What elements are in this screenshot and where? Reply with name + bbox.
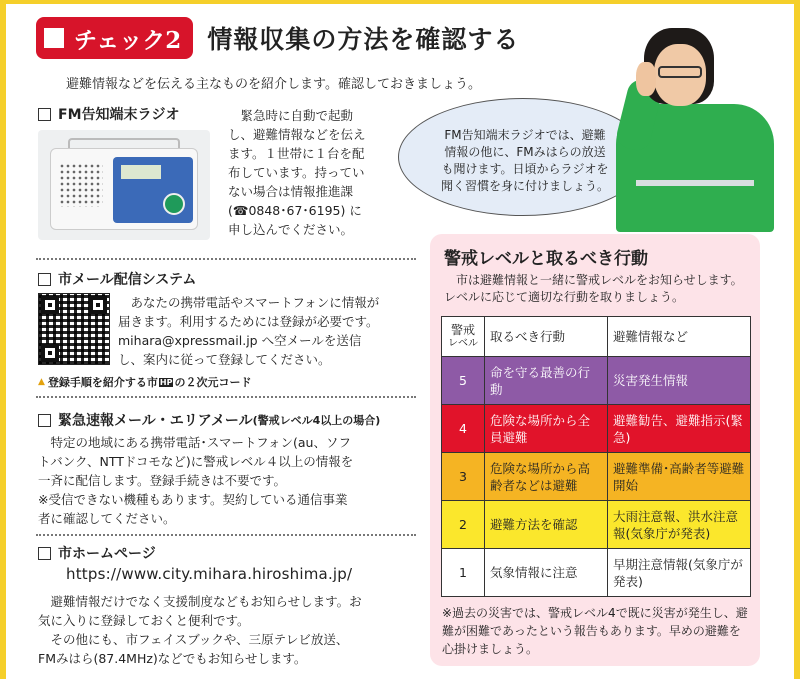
- bubble-line: 聞く習慣を身に付けましょう。: [440, 179, 609, 193]
- fm-radio-title: FM告知端末ラジオ: [58, 107, 180, 123]
- level-action: 気象情報に注意: [485, 549, 608, 597]
- emergency-title-note: (警戒レベル4以上の場合): [252, 414, 381, 427]
- bubble-line: 情報の他に、FMみはらの放送: [444, 145, 606, 159]
- knob-icon: [163, 193, 185, 215]
- emergency-line: 特定の地域にある携帯電話･スマートフォン(au、ソフ: [50, 435, 351, 450]
- divider: [36, 258, 416, 260]
- bubble-line: も聞けます。日頃からラジオを: [441, 162, 609, 176]
- fm-radio-line: ない場合は情報推進課: [228, 184, 354, 199]
- warning-level-note: ※過去の災害では、警戒レベル4で既に災害が発生し、避難が困難であったという報告もあります。早めの避難を心掛けましょう。: [442, 606, 748, 656]
- emergency-heading: [38, 410, 380, 430]
- homepage-title: 市ホームページ: [58, 546, 156, 562]
- table-row: [442, 549, 751, 597]
- table-row: [442, 405, 751, 453]
- homepage-text: [38, 592, 420, 668]
- level-number: 5: [442, 357, 485, 405]
- homepage-heading: [38, 543, 156, 563]
- warning-level-title: 警戒レベルと取るべき行動: [444, 249, 648, 269]
- page-title: 情報収集の方法を確認する: [207, 25, 520, 54]
- glasses-icon: [658, 66, 702, 78]
- speaker-icon: [59, 163, 103, 207]
- level-action: 命を守る最善の行動: [485, 357, 608, 405]
- divider: [36, 534, 416, 536]
- intro-text: 避難情報などを伝える主なものを紹介します。確認しておきましょう。: [66, 77, 481, 92]
- fm-radio-line: ます。１世帯に１台を配: [228, 146, 365, 161]
- section-header: [36, 16, 519, 60]
- fm-radio-line: し、避難情報などを伝え: [228, 127, 366, 142]
- emergency-title: 緊急速報メール・エリアメール: [58, 413, 253, 429]
- table-header-row: [442, 317, 751, 357]
- mail-line: し、案内に従って登録してください。: [118, 352, 331, 367]
- level-info: 早期注意情報(気象庁が発表): [608, 549, 751, 597]
- table-row: [442, 453, 751, 501]
- level-info: 避難勧告、避難指示(緊急): [608, 405, 751, 453]
- mail-line: あなたの携帯電話やスマートフォンに情報が: [130, 295, 380, 310]
- level-number: 4: [442, 405, 485, 453]
- level-info: 大雨注意報、洪水注意報(気象庁が発表): [608, 501, 751, 549]
- level-info: 避難準備･高齢者等避難開始: [608, 453, 751, 501]
- homepage-line: 避難情報だけでなく支援制度などもお知らせします。お: [50, 594, 362, 609]
- qr-code[interactable]: [38, 293, 110, 365]
- hp-mark: HP: [159, 377, 173, 387]
- qr-note: [38, 374, 251, 390]
- checkbox-icon: [38, 547, 51, 560]
- checkbox-icon: [38, 414, 51, 427]
- mail-text: [118, 293, 414, 369]
- mail-line: 届きます。利用するためには登録が必要です。: [118, 314, 379, 329]
- fm-radio-line: (☎0848･67･6195) に: [228, 203, 362, 218]
- level-action: 危険な場所から全員避難: [485, 405, 608, 453]
- triangle-up-icon: ▲: [38, 377, 45, 387]
- emergency-text: [38, 433, 418, 528]
- level-action: 危険な場所から高齢者などは避難: [485, 453, 608, 501]
- warning-level-table: [441, 316, 751, 597]
- checkbox-icon: [38, 273, 51, 286]
- homepage-line: その他にも、市フェイスブックや、三原テレビ放送、: [50, 632, 349, 647]
- level-number: 1: [442, 549, 485, 597]
- mail-line: mihara@xpressmail.jp へ空メールを送信: [118, 333, 362, 348]
- level-header-line: 警戒: [450, 322, 475, 337]
- fm-radio-heading: [38, 104, 180, 124]
- qr-note-text: 登録手順を紹介する市: [47, 376, 158, 389]
- speech-bubble-text: [425, 127, 625, 195]
- level-action: 避難方法を確認: [485, 501, 608, 549]
- level-number: 2: [442, 501, 485, 549]
- level-info: 災害発生情報: [608, 357, 751, 405]
- table-row: [442, 357, 751, 405]
- fm-radio-text: [228, 106, 398, 239]
- check-badge: [36, 17, 193, 59]
- level-header: [442, 317, 485, 357]
- person-illustration: [616, 22, 774, 232]
- qr-note-text: の２次元コード: [174, 376, 252, 389]
- level-number: 3: [442, 453, 485, 501]
- homepage-line: FMみはら(87.4MHz)などでもお知らせします。: [38, 651, 307, 666]
- homepage-line: 気に入りに登録しておくと便利です。: [38, 613, 250, 628]
- check-badge-label: チェック2: [74, 26, 182, 54]
- fm-radio-image: [38, 130, 210, 240]
- info-header: 避難情報など: [608, 317, 751, 357]
- mail-title: 市メール配信システム: [58, 272, 197, 288]
- emergency-line: ※受信できない機種もあります。契約している通信事業: [38, 492, 348, 507]
- emergency-line: 一斉に配信します。登録手続きは不要です。: [38, 473, 287, 488]
- emergency-line: トバンク、NTTドコモなど)に警戒レベル４以上の情報を: [38, 454, 354, 469]
- action-header: 取るべき行動: [485, 317, 608, 357]
- warning-level-intro: 市は避難情報と一緒に警戒レベルをお知らせします。レベルに応じて適切な行動を取りましょう。: [444, 273, 743, 304]
- checkbox-icon: [38, 108, 51, 121]
- fm-radio-line: 布しています。持ってい: [228, 165, 365, 180]
- table-row: [442, 501, 751, 549]
- fm-radio-line: 申し込んでください。: [228, 222, 354, 237]
- fm-radio-line: 緊急時に自動で起動: [240, 108, 354, 123]
- emergency-line: 者に確認してください。: [38, 511, 176, 526]
- square-icon: [44, 28, 64, 48]
- divider: [36, 396, 416, 398]
- homepage-url-link[interactable]: https://www.city.mihara.hiroshima.jp/: [66, 565, 353, 583]
- mail-heading: [38, 269, 196, 289]
- bubble-line: FM告知端末ラジオでは、避難: [444, 128, 606, 142]
- level-header-line: レベル: [448, 337, 478, 349]
